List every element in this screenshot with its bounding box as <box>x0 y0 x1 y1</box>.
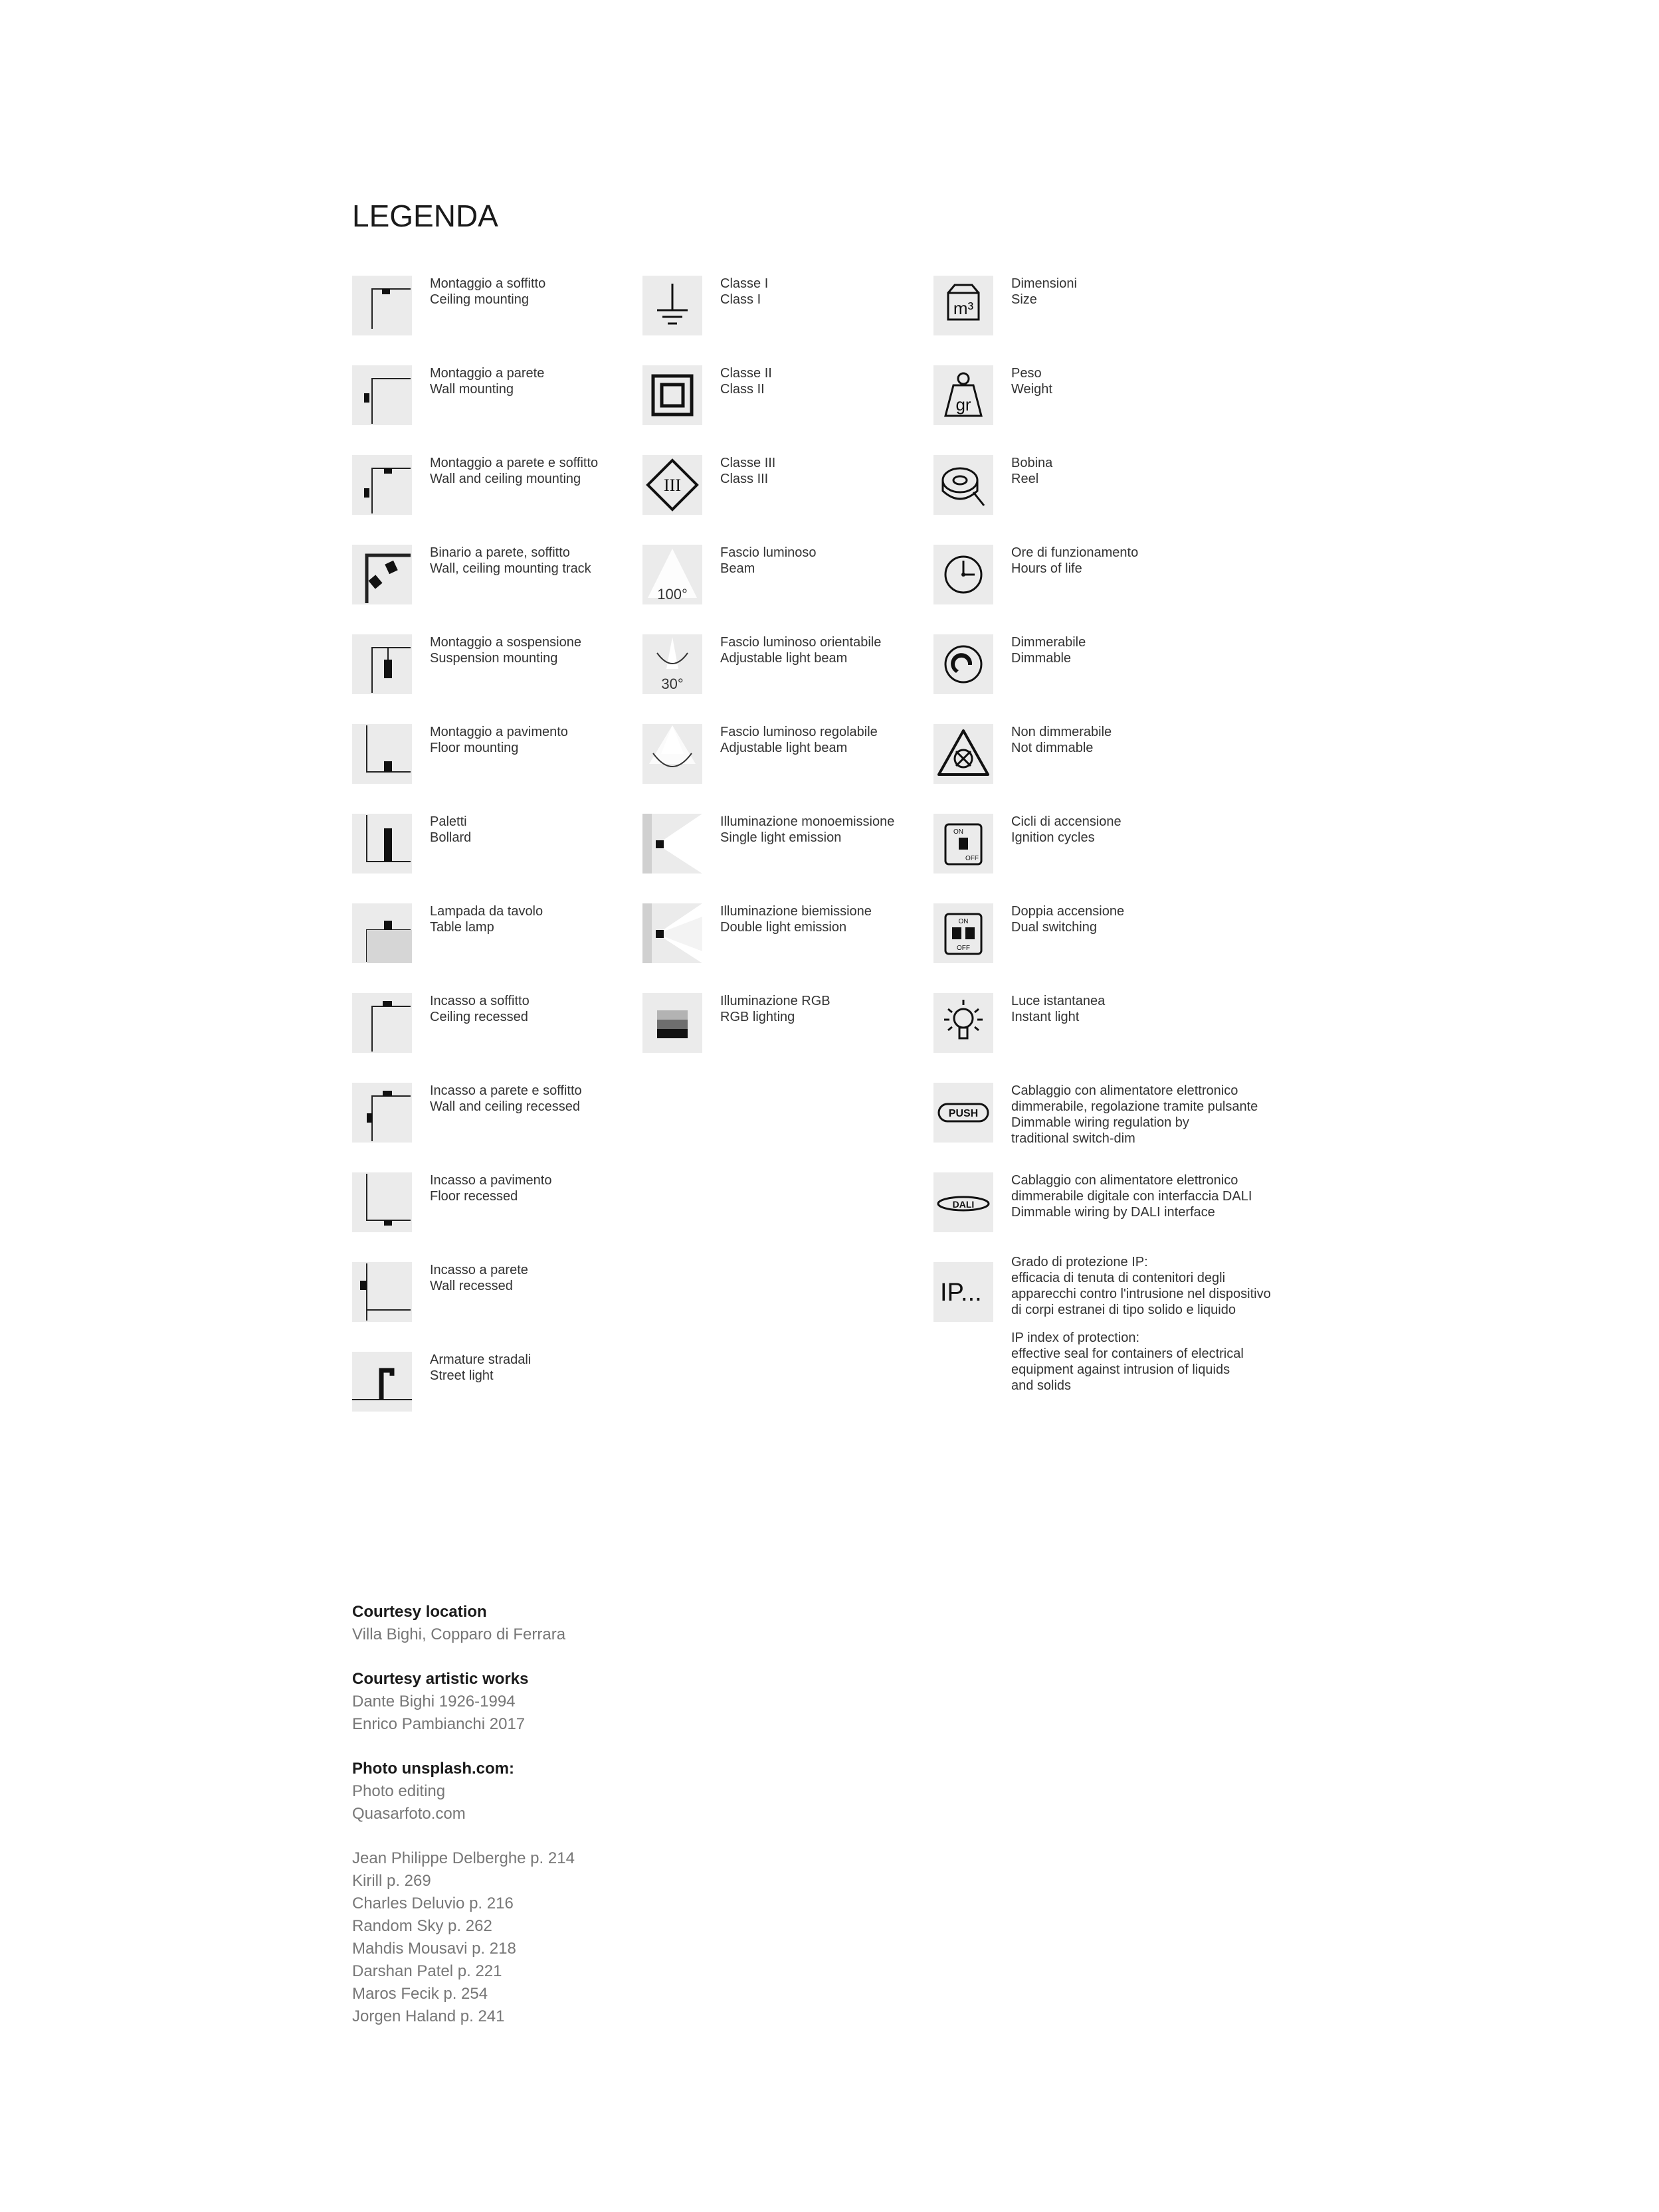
label-it: Lampada da tavolo <box>430 904 543 919</box>
legend-label <box>430 276 545 308</box>
label-en: Wall mounting <box>430 382 514 397</box>
legend-item-suspension-mounting <box>352 634 581 694</box>
dali-glyph: DALI <box>952 1199 975 1210</box>
label-line: apparecchi contro l'intrusione nel dispositivo <box>1011 1287 1271 1301</box>
legend-item-hours <box>933 545 1138 604</box>
push-glyph: PUSH <box>948 1108 979 1119</box>
legend-label <box>430 1172 551 1204</box>
legend-label <box>1011 545 1138 577</box>
legend-item-rgb-lighting <box>642 993 830 1053</box>
courtesy-art-line: Enrico Pambianchi 2017 <box>352 1715 526 1733</box>
adjustable-beam-icon <box>642 634 702 694</box>
label-it: Binario a parete, soffitto <box>430 545 570 560</box>
label-line: Non dimmerabile <box>1011 725 1112 739</box>
label-en: Wall recessed <box>430 1279 513 1293</box>
label-line: Reel <box>1011 472 1039 486</box>
label-line: Doppia accensione <box>1011 904 1125 919</box>
label-it: Montaggio a sospensione <box>430 635 581 650</box>
label-it: Classe I <box>720 276 769 291</box>
ip-english-block <box>1011 1330 1271 1394</box>
class-1-icon <box>642 276 702 335</box>
legend-item-adjustable-beam-spread <box>642 724 878 784</box>
courtesy-art-heading: Courtesy artistic works <box>352 1670 529 1688</box>
legend-label <box>720 545 817 577</box>
legend-item-size <box>933 276 1077 335</box>
double-emission-icon <box>642 903 702 963</box>
reel-icon <box>933 455 993 515</box>
dali-icon <box>933 1172 993 1232</box>
legend-item-class-1 <box>642 276 768 335</box>
photo-credit: Darshan Patel p. 221 <box>352 1962 502 1980</box>
legend-label <box>430 634 581 666</box>
label-en: Class I <box>720 292 761 307</box>
label-line: Ignition cycles <box>1011 830 1095 845</box>
legend-label <box>430 1262 528 1294</box>
floor-mount-icon <box>352 724 412 784</box>
label-en: Floor recessed <box>430 1189 518 1204</box>
legend-label <box>720 993 830 1025</box>
legend-item-ceiling-recessed <box>352 993 530 1053</box>
legend-item-adjustable-beam <box>642 634 881 694</box>
label-it: Montaggio a pavimento <box>430 725 568 739</box>
legend-item-wall-recessed <box>352 1262 528 1322</box>
adjustable-beam-glyph: 30° <box>661 676 684 692</box>
wall-mount-icon <box>352 365 412 425</box>
label-it: Montaggio a parete <box>430 366 545 381</box>
legend-item-beam <box>642 545 817 604</box>
wall-recessed-icon <box>352 1262 412 1322</box>
legend-label <box>1011 814 1122 846</box>
legend-label <box>430 455 598 487</box>
legend-item-floor-recessed <box>352 1172 551 1232</box>
photo-credit: Random Sky p. 262 <box>352 1917 492 1935</box>
photo-credit: Mahdis Mousavi p. 218 <box>352 1940 516 1958</box>
label-line: Weight <box>1011 382 1052 397</box>
legend-label <box>1011 634 1086 666</box>
legend-item-not-dimmable <box>933 724 1112 784</box>
legend-item-track-mounting <box>352 545 591 604</box>
dual-switch-icon <box>933 903 993 963</box>
beam-glyph: 100° <box>657 586 688 602</box>
label-line: dimmerabile digitale con interfaccia DALI <box>1011 1189 1252 1204</box>
courtesy-location-heading: Courtesy location <box>352 1603 487 1621</box>
label-it: Fascio luminoso regolabile <box>720 725 878 739</box>
legend-item-weight <box>933 365 1052 425</box>
street-light-icon <box>352 1352 412 1412</box>
label-line: Dimmable <box>1011 651 1072 666</box>
wall-ceiling-recessed-icon <box>352 1083 412 1143</box>
legend-item-push-dim <box>933 1083 1258 1147</box>
photo-credit: Jorgen Haland p. 241 <box>352 2007 505 2025</box>
label-it: Classe III <box>720 456 776 470</box>
label-line: equipment against intrusion of liquids <box>1011 1362 1230 1377</box>
label-en: Wall and ceiling mounting <box>430 472 581 486</box>
ip-glyph: IP... <box>940 1279 982 1307</box>
ip-index-icon <box>933 1262 993 1322</box>
label-en: Wall and ceiling recessed <box>430 1099 581 1114</box>
size-box-icon <box>933 276 993 335</box>
legend-item-wall-ceiling-mounting <box>352 455 598 515</box>
legend-label <box>720 455 775 487</box>
ceiling-mount-icon <box>352 276 412 335</box>
dual-on-glyph: ON <box>958 918 969 925</box>
clock-icon <box>933 545 993 604</box>
legend-item-class-2 <box>642 365 772 425</box>
dimmable-icon <box>933 634 993 694</box>
photo-heading: Photo unsplash.com: <box>352 1760 515 1778</box>
wall-ceiling-mount-icon <box>352 455 412 515</box>
legend-label <box>1011 276 1077 308</box>
instant-light-icon <box>933 993 993 1053</box>
dual-off-glyph: OFF <box>957 945 970 952</box>
legend-item-dali <box>933 1172 1252 1232</box>
photo-line: Quasarfoto.com <box>352 1805 466 1823</box>
label-line: Hours of life <box>1011 561 1082 576</box>
label-en: Double light emission <box>720 920 847 935</box>
label-line: Dimmable wiring by DALI interface <box>1011 1205 1215 1220</box>
photo-credit: Jean Philippe Delberghe p. 214 <box>352 1849 575 1867</box>
label-line: Peso <box>1011 366 1042 381</box>
legend-item-bollard <box>352 814 471 874</box>
label-it: Incasso a pavimento <box>430 1173 552 1188</box>
label-it: Illuminazione monoemissione <box>720 814 895 829</box>
label-it: Montaggio a parete e soffitto <box>430 456 599 470</box>
label-it: Illuminazione biemissione <box>720 904 872 919</box>
legend-item-ceiling-mounting <box>352 276 545 335</box>
label-en: Ceiling recessed <box>430 1010 528 1024</box>
table-lamp-icon <box>352 903 412 963</box>
label-line: di corpi estranei di tipo solido e liquido <box>1011 1303 1236 1317</box>
legend-label <box>720 276 768 308</box>
label-it: Fascio luminoso <box>720 545 817 560</box>
label-line: Bobina <box>1011 456 1053 470</box>
class-3-glyph: III <box>664 476 681 495</box>
label-en: Floor mounting <box>430 741 519 755</box>
label-line: Dimmerabile <box>1011 635 1086 650</box>
photo-credit: Charles Deluvio p. 216 <box>352 1894 514 1912</box>
courtesy-art-line: Dante Bighi 1926-1994 <box>352 1693 516 1710</box>
label-en: Adjustable light beam <box>720 741 848 755</box>
legend-label <box>430 1083 582 1115</box>
label-line: Size <box>1011 292 1037 307</box>
label-line: IP index of protection: <box>1011 1331 1140 1345</box>
legend-item-ip-index <box>933 1255 1271 1394</box>
legend-label <box>430 545 591 577</box>
legend-label <box>1011 903 1124 935</box>
label-en: RGB lighting <box>720 1010 795 1024</box>
label-line: effective seal for containers of electrical <box>1011 1346 1244 1361</box>
label-en: Class III <box>720 472 769 486</box>
label-en: Bollard <box>430 830 472 845</box>
legend-item-wall-ceiling-recessed <box>352 1083 582 1143</box>
label-it: Classe II <box>720 366 772 381</box>
photo-credit: Kirill p. 269 <box>352 1872 431 1890</box>
label-line: and solids <box>1011 1378 1072 1393</box>
legend-label <box>1011 1172 1252 1220</box>
legend-label <box>720 634 881 666</box>
single-emission-icon <box>642 814 702 874</box>
label-line: Cicli di accensione <box>1011 814 1122 829</box>
legend-item-table-lamp <box>352 903 543 963</box>
legend-label <box>720 903 872 935</box>
class-2-icon <box>642 365 702 425</box>
not-dimmable-icon <box>933 724 993 784</box>
legend-label <box>1011 455 1052 487</box>
label-line: Instant light <box>1011 1010 1080 1024</box>
label-it: Incasso a parete e soffitto <box>430 1083 582 1098</box>
legend-label <box>1011 724 1112 756</box>
beam-icon <box>642 545 702 604</box>
legend-item-single-emission <box>642 814 894 874</box>
label-line: Luce istantanea <box>1011 994 1106 1008</box>
weight-icon <box>933 365 993 425</box>
credits-section <box>352 1601 817 2028</box>
label-it: Montaggio a soffitto <box>430 276 546 291</box>
label-en: Single light emission <box>720 830 842 845</box>
label-it: Incasso a parete <box>430 1263 528 1277</box>
legend-item-double-emission <box>642 903 872 963</box>
legend-item-floor-mounting <box>352 724 568 784</box>
legend-label <box>720 814 894 846</box>
rgb-lighting-icon <box>642 993 702 1053</box>
label-line: Not dimmable <box>1011 741 1094 755</box>
label-line: Ore di funzionamento <box>1011 545 1139 560</box>
legend-item-wall-mounting <box>352 365 544 425</box>
ceiling-recessed-icon <box>352 993 412 1053</box>
label-en: Beam <box>720 561 755 576</box>
suspension-mount-icon <box>352 634 412 694</box>
label-line: efficacia di tenuta di contenitori degli <box>1011 1271 1226 1285</box>
legend-label <box>430 365 544 397</box>
label-line: dimmerabile, regolazione tramite pulsante <box>1011 1099 1258 1114</box>
photo-line: Photo editing <box>352 1782 446 1800</box>
label-it: Paletti <box>430 814 467 829</box>
legend-item-dual-switching <box>933 903 1124 963</box>
switch-off-glyph: OFF <box>965 855 979 862</box>
label-line: Cablaggio con alimentatore elettronico <box>1011 1083 1238 1098</box>
label-line: traditional switch-dim <box>1011 1131 1135 1146</box>
label-line: Dimmable wiring regulation by <box>1011 1115 1189 1130</box>
legend-label <box>1011 1254 1271 1394</box>
legend-label <box>1011 1083 1258 1147</box>
legend-label <box>1011 365 1052 397</box>
legend-label <box>430 903 543 935</box>
class-3-icon <box>642 455 702 515</box>
legend-item-dimmable <box>933 634 1086 694</box>
ignition-switch-icon <box>933 814 993 874</box>
legend-label <box>430 993 530 1025</box>
label-it: Fascio luminoso orientabile <box>720 635 882 650</box>
weight-glyph: gr <box>955 395 971 415</box>
floor-recessed-icon <box>352 1172 412 1232</box>
label-en: Class II <box>720 382 765 397</box>
legend-label <box>1011 993 1105 1025</box>
label-en: Suspension mounting <box>430 651 558 666</box>
label-en: Ceiling mounting <box>430 292 529 307</box>
push-dim-icon <box>933 1083 993 1143</box>
label-en: Street light <box>430 1368 494 1383</box>
switch-on-glyph: ON <box>953 828 963 836</box>
legend-label <box>720 724 878 756</box>
photo-credit: Maros Fecik p. 254 <box>352 1985 488 2003</box>
track-mount-icon <box>352 545 412 604</box>
size-glyph: m³ <box>953 298 974 318</box>
legend-item-ignition-cycles <box>933 814 1122 874</box>
label-line: Grado di protezione IP: <box>1011 1255 1148 1269</box>
label-it: Armature stradali <box>430 1352 532 1367</box>
label-line: Cablaggio con alimentatore elettronico <box>1011 1173 1238 1188</box>
legend-item-street-light <box>352 1352 531 1412</box>
label-en: Wall, ceiling mounting track <box>430 561 591 576</box>
legend-label <box>430 1352 531 1384</box>
label-en: Adjustable light beam <box>720 651 848 666</box>
legend-label <box>430 724 568 756</box>
courtesy-location-line: Villa Bighi, Copparo di Ferrara <box>352 1625 566 1643</box>
adjustable-beam-spread-icon <box>642 724 702 784</box>
bollard-icon <box>352 814 412 874</box>
label-line: Dual switching <box>1011 920 1097 935</box>
legend-label <box>720 365 772 397</box>
legend-item-reel <box>933 455 1052 515</box>
label-it: Incasso a soffitto <box>430 994 530 1008</box>
page-title: LEGENDA <box>352 199 498 233</box>
legend-item-instant-light <box>933 993 1105 1053</box>
legend-item-class-3 <box>642 455 775 515</box>
legend-label <box>430 814 471 846</box>
label-en: Table lamp <box>430 920 494 935</box>
label-line: Dimensioni <box>1011 276 1077 291</box>
label-it: Illuminazione RGB <box>720 994 830 1008</box>
